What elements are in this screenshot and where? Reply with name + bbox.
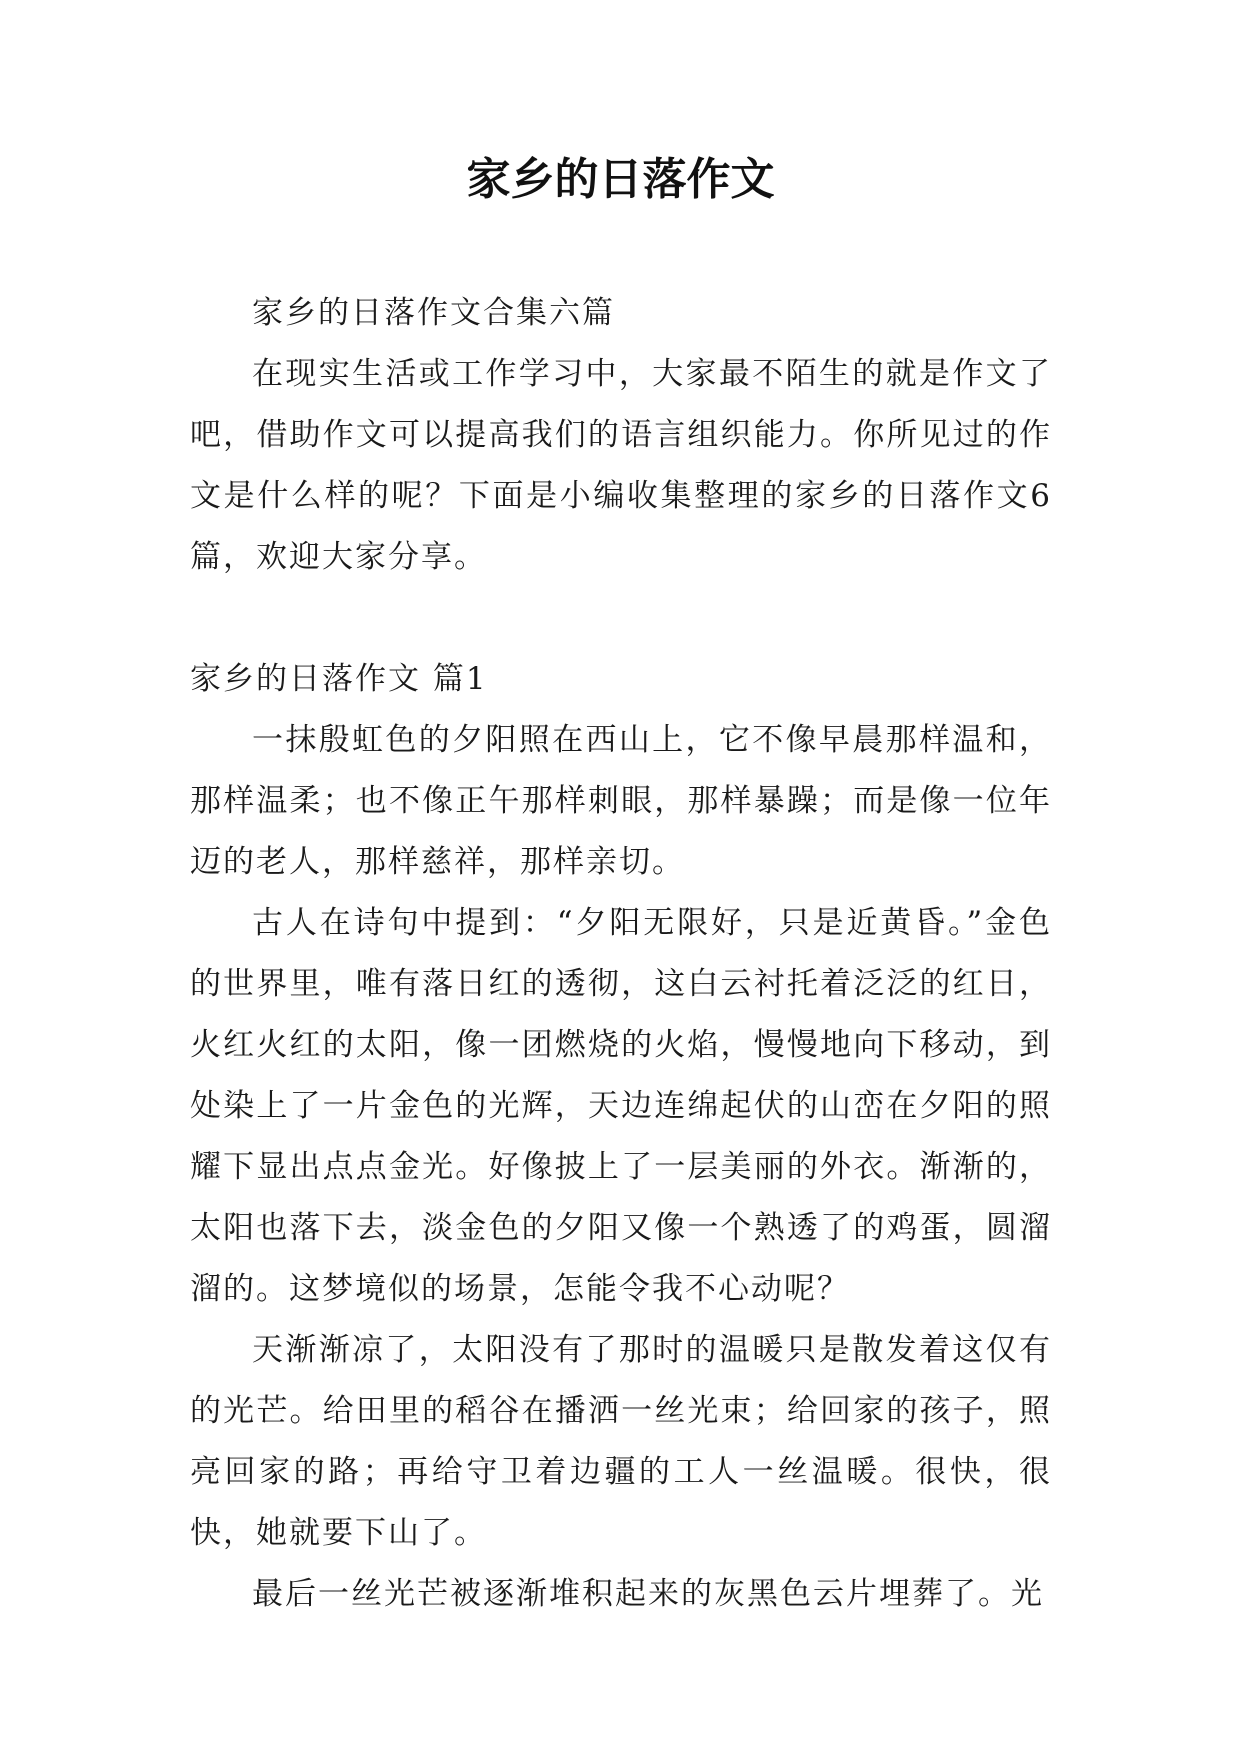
section-paragraph-3: 天渐渐凉了，太阳没有了那时的温暖只是散发着这仅有的光芒。给田里的稻谷在播洒一丝光束；给回家的孩子，照亮回家的路；再给守卫着边疆的工人一丝温暖。很快，很快，她就要下山了。 bbox=[190, 1332, 1052, 1551]
intro-paragraph: 在现实生活或工作学习中，大家最不陌生的就是作文了吧，借助作文可以提高我们的语言组织能力。你所见过的作文是什么样的呢？下面是小编收集整理的家乡的日落作文6篇，欢迎大家分享。 bbox=[190, 356, 1052, 575]
intro-subtitle: 家乡的日落作文合集六篇 bbox=[252, 295, 615, 331]
section-heading: 家乡的日落作文 篇1 bbox=[190, 661, 488, 697]
document-title: 家乡的日落作文 bbox=[466, 154, 775, 205]
section-paragraph-1: 一抹殷虹色的夕阳照在西山上，它不像早晨那样温和，那样温柔；也不像正午那样刺眼，那样暴躁；而是像一位年迈的老人，那样慈祥，那样亲切。 bbox=[190, 722, 1052, 880]
document-body bbox=[190, 283, 1052, 1625]
section-paragraph-4: 最后一丝光芒被逐渐堆积起来的灰黑色云片埋葬了。光 bbox=[252, 1576, 1044, 1612]
section-gap bbox=[190, 588, 1052, 649]
section-paragraph-2: 古人在诗句中提到：“夕阳无限好，只是近黄昏。”金色的世界里，唯有落日红的透彻，这白云衬托着泛泛的红日，火红火红的太阳，像一团燃烧的火焰，慢慢地向下移动，到处染上了一片金色的光辉，天边连绵起伏的山峦在夕阳的照耀下显出点点金光。好像披上了一层美丽的外衣。渐渐的，太阳也落下去，淡金色的夕阳又像一个熟透了的鸡蛋，圆溜溜的。这梦境似的场景，怎能令我不心动呢？ bbox=[190, 905, 1052, 1307]
